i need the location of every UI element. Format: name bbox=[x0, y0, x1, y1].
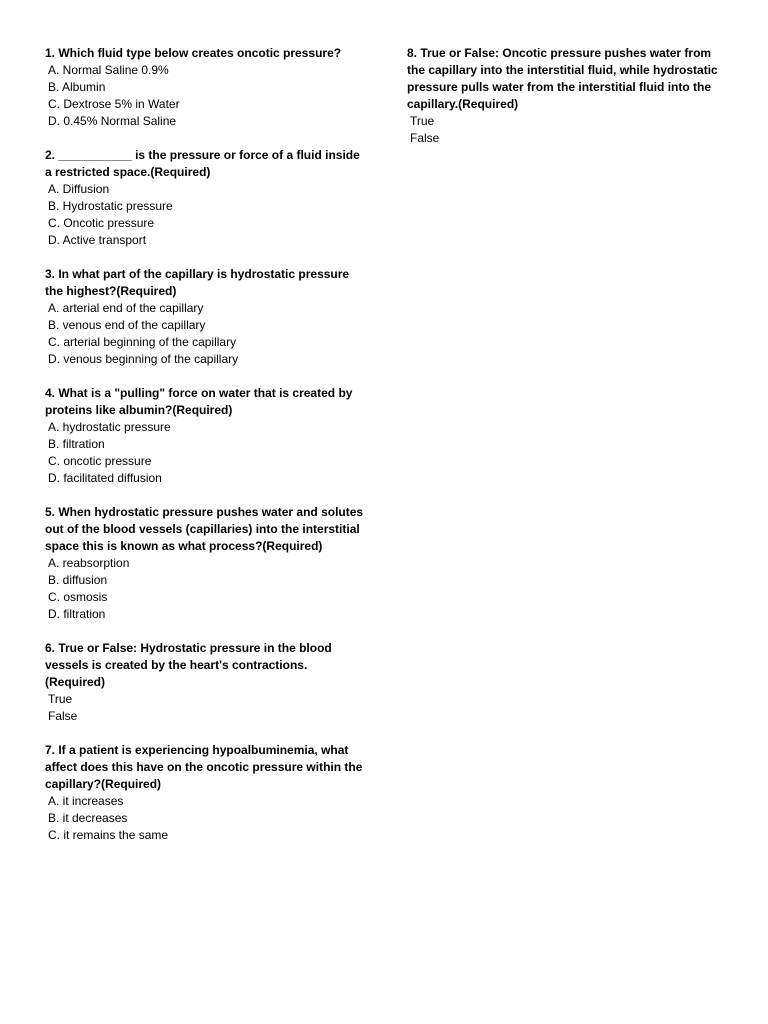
answer-option: B. diffusion bbox=[48, 573, 108, 587]
answer-option: B. Hydrostatic pressure bbox=[48, 199, 173, 213]
answer-option: A. Normal Saline 0.9% bbox=[48, 63, 169, 77]
answer-option: False bbox=[410, 131, 440, 145]
answer-option: D. facilitated diffusion bbox=[48, 471, 162, 485]
question-text: 2. ___________ is the pressure or force of a fluid inside a restricted space.(Required) bbox=[45, 148, 360, 179]
answer-option: D. 0.45% Normal Saline bbox=[48, 114, 177, 128]
question-8 bbox=[407, 45, 727, 147]
answer-option: A. Diffusion bbox=[48, 182, 110, 196]
answer-option: B. Albumin bbox=[48, 80, 106, 94]
answer-option: C. it remains the same bbox=[48, 828, 169, 842]
answer-option: B. venous end of the capillary bbox=[48, 318, 206, 332]
answer-option: True bbox=[48, 692, 73, 706]
answer-option: A. hydrostatic pressure bbox=[48, 420, 171, 434]
answer-option: C. osmosis bbox=[48, 590, 108, 604]
answer-option: C. oncotic pressure bbox=[48, 454, 152, 468]
question-1 bbox=[45, 45, 365, 130]
question-4 bbox=[45, 385, 365, 487]
question-6 bbox=[45, 640, 365, 725]
answer-option: False bbox=[48, 709, 78, 723]
question-text: 5. When hydrostatic pressure pushes water and solutes out of the blood vessels (capillaries) into the interstitial space this is known as what process?(Required) bbox=[45, 505, 364, 553]
answer-option: D. venous beginning of the capillary bbox=[48, 352, 239, 366]
question-text: 7. If a patient is experiencing hypoalbuminemia, what affect does this have on the oncotic pressure within the capillary?(Required) bbox=[45, 743, 363, 791]
answer-option: A. reabsorption bbox=[48, 556, 130, 570]
answer-option: A. it increases bbox=[48, 794, 124, 808]
answer-option: C. Oncotic pressure bbox=[48, 216, 155, 230]
answer-option: True bbox=[410, 114, 435, 128]
question-7 bbox=[45, 742, 365, 844]
question-3 bbox=[45, 266, 365, 368]
answer-option: B. it decreases bbox=[48, 811, 128, 825]
answer-option: D. filtration bbox=[48, 607, 106, 621]
question-text: 3. In what part of the capillary is hydrostatic pressure the highest?(Required) bbox=[45, 267, 350, 298]
answer-option: C. arterial beginning of the capillary bbox=[48, 335, 237, 349]
right-column bbox=[407, 45, 727, 164]
answer-option: A. arterial end of the capillary bbox=[48, 301, 204, 315]
left-column bbox=[45, 45, 365, 861]
answer-option: D. Active transport bbox=[48, 233, 147, 247]
answer-option: C. Dextrose 5% in Water bbox=[48, 97, 180, 111]
question-5 bbox=[45, 504, 365, 623]
question-text: 1. Which fluid type below creates oncotic pressure? bbox=[45, 46, 342, 60]
question-text: 4. What is a "pulling" force on water that is created by proteins like albumin?(Required) bbox=[45, 386, 353, 417]
question-text: 6. True or False: Hydrostatic pressure in the blood vessels is created by the heart's contractions.(Required) bbox=[45, 641, 332, 689]
answer-option: B. filtration bbox=[48, 437, 105, 451]
question-2 bbox=[45, 147, 365, 249]
question-text: 8. True or False: Oncotic pressure pushes water from the capillary into the interstitial fluid, while hydrostatic pressure pulls water from the interstitial fluid into the capillary.(Required) bbox=[407, 46, 718, 111]
